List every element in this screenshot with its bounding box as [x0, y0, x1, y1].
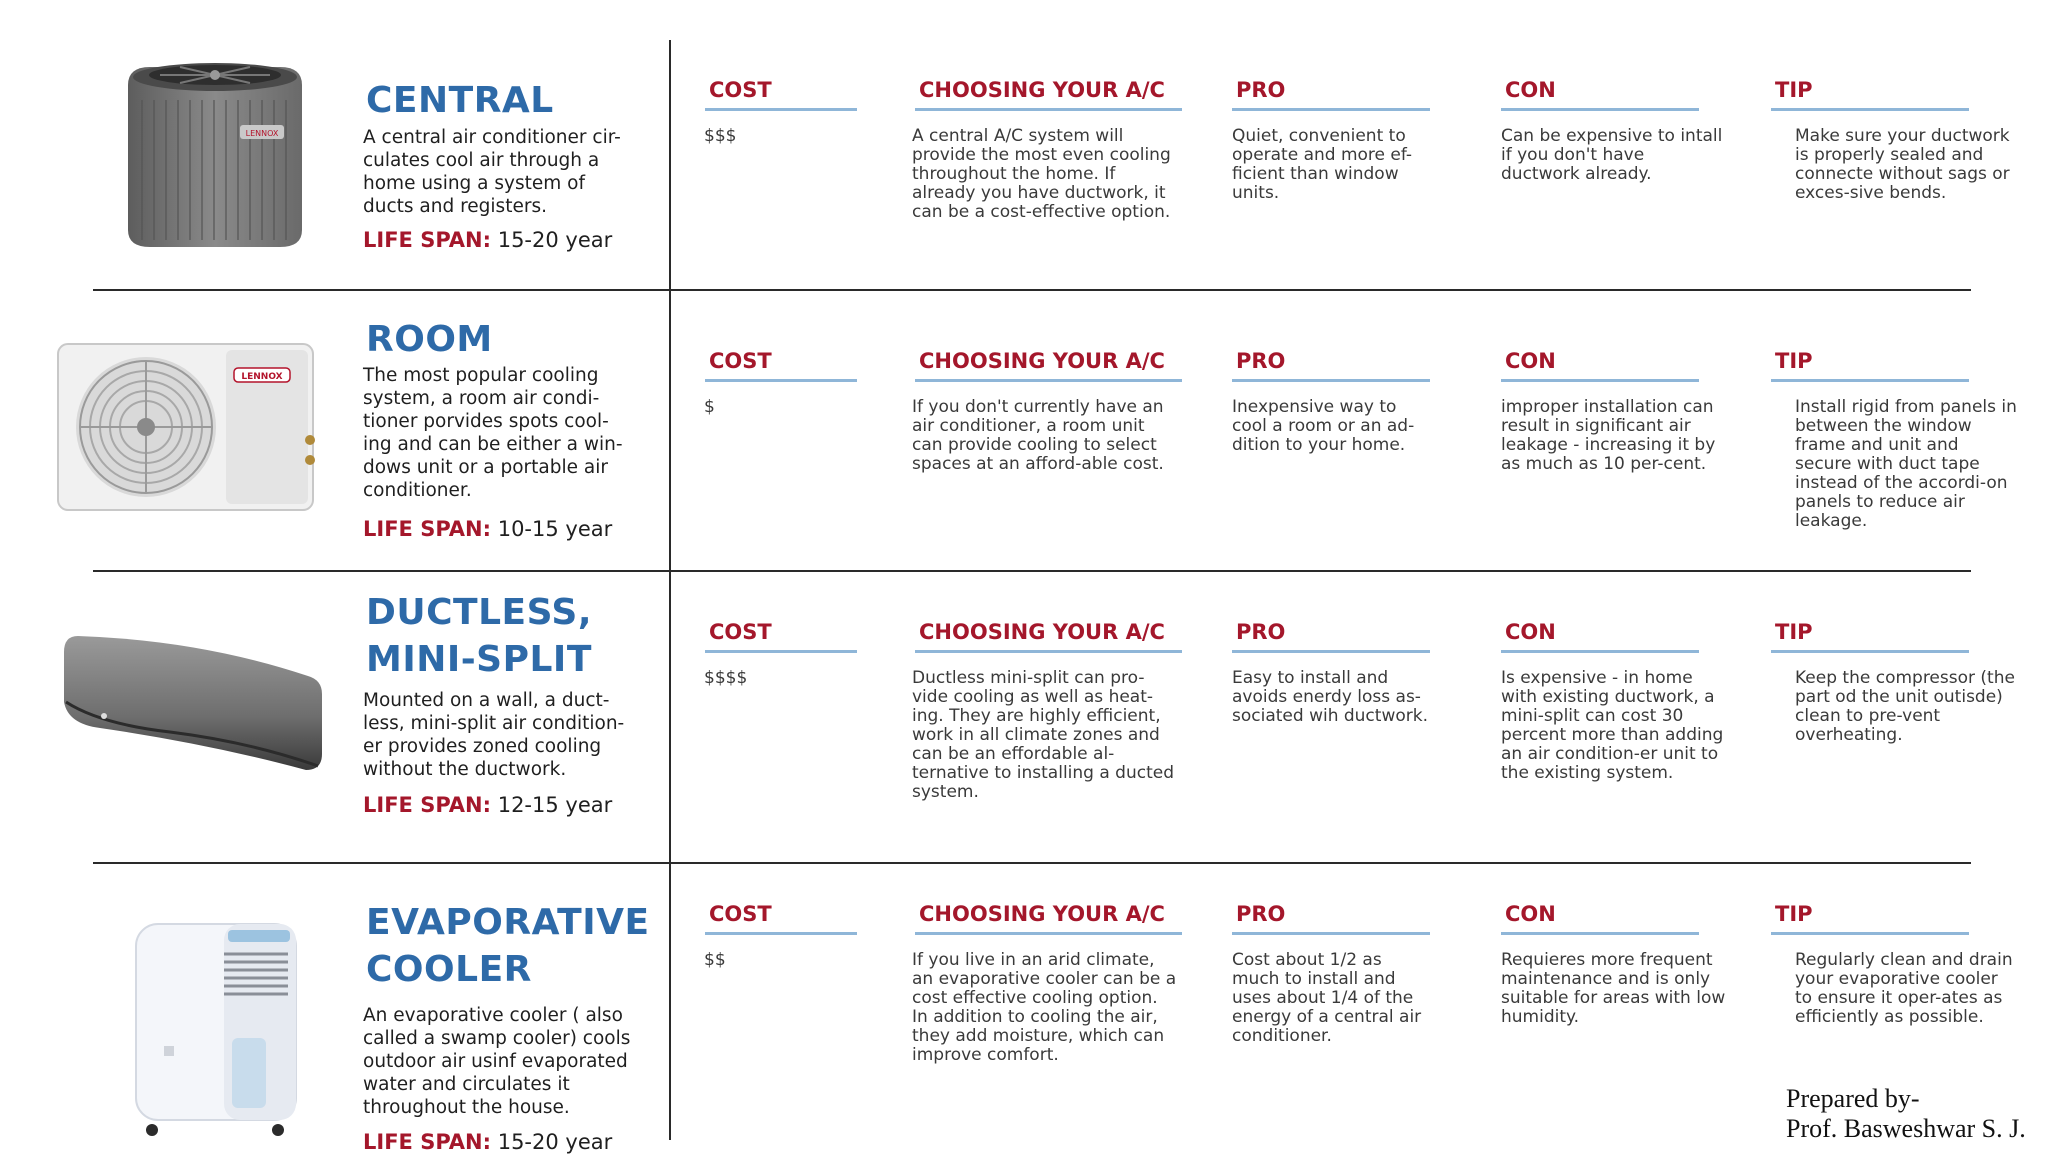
cost-value: $$$ [704, 126, 737, 146]
lifespan-value: 15-20 year [497, 228, 613, 252]
cost-value: $$ [704, 950, 726, 970]
choosing-text: Ductless mini-split can pro-vide cooling as well as heat-ing. They are highly efficient, work in all climate zones and can be an effordable al-ternative to installing a ducted system. [912, 668, 1175, 802]
pro-text: Easy to install and avoids enerdy loss as-sociated wih ductwork. [1232, 668, 1428, 726]
type-description: The most popular cooling system, a room air condi-tioner porvides spots cool-ing and can be either a win-dows unit or a portable air conditioner. [363, 365, 623, 501]
pro-text: Quiet, convenient to operate and more ef-ficient than window units. [1232, 126, 1413, 203]
tip-header: TIP [1771, 78, 1969, 111]
cost-header: COST [705, 902, 857, 935]
cost-header: COST [705, 349, 857, 382]
pro-header: PRO [1232, 349, 1430, 382]
pro-header: PRO [1232, 78, 1430, 111]
lifespan: LIFE SPAN: 10-15 year [363, 517, 613, 541]
tip-text: Install rigid from panels in between the window frame and unit and secure with duct tape instead of the accordi-on panels to reduce air leakage. [1795, 397, 2017, 531]
credit-line-2: Prof. Basweshwar S. J. [1786, 1114, 2026, 1143]
con-text: Requieres more frequent maintenance and is only suitable for areas with low humidity. [1501, 950, 1726, 1027]
choosing-text: A central A/C system will provide the most even cooling throughout the home. If already you have ductwork, it can be a cost-effective option. [912, 126, 1171, 222]
type-description: A central air conditioner cir-culates cool air through a home using a system of ducts and registers. [363, 127, 621, 217]
credit-line-1: Prepared by- [1786, 1084, 1920, 1113]
type-description: Mounted on a wall, a duct-less, mini-split air condition-er provides zoned cooling without the ductwork. [363, 690, 625, 780]
cost-value: $$$$ [704, 668, 748, 688]
choosing-text: If you live in an arid climate, an evaporative cooler can be a cost effective cooling option. In addition to cooling the air, they add moisture, which can improve comfort. [912, 950, 1177, 1065]
con-header: CON [1501, 902, 1699, 935]
type-description: An evaporative cooler ( also called a swamp cooler) cools outdoor air usinf evaporated water and circulates it throughout the house. [363, 1005, 631, 1118]
brand-badge: LENNOX [241, 372, 283, 382]
pro-text: Inexpensive way to cool a room or an ad-dition to your home. [1232, 397, 1415, 455]
cost-header: COST [705, 78, 857, 111]
row-divider [93, 862, 1971, 864]
choosing-header: CHOOSING YOUR A/C [915, 620, 1182, 653]
con-header: CON [1501, 620, 1699, 653]
outdoor-condenser-unit-icon [56, 340, 321, 515]
evaporative-cooler-icon [128, 918, 304, 1138]
con-text: Can be expensive to intall if you don't have ductwork already. [1501, 126, 1723, 184]
con-text: improper installation can result in significant air leakage - increasing it by as much as 10 per-cent. [1501, 397, 1716, 474]
column-divider [669, 40, 671, 1140]
tip-text: Keep the compressor (the part od the unit outisde) clean to pre-vent overheating. [1795, 668, 2015, 745]
lifespan: LIFE SPAN: 15-20 year [363, 1130, 613, 1154]
type-title: EVAPORATIVE COOLER [366, 902, 650, 990]
choosing-header: CHOOSING YOUR A/C [915, 78, 1182, 111]
lifespan-value: 15-20 year [497, 1130, 613, 1154]
central-ac-unit-icon [120, 55, 310, 255]
choosing-header: CHOOSING YOUR A/C [915, 349, 1182, 382]
tip-header: TIP [1771, 349, 1969, 382]
cost-value: $ [704, 397, 715, 417]
type-title: DUCTLESS, MINI-SPLIT [366, 592, 593, 680]
con-text: Is expensive - in home with existing ductwork, a mini-split can cost 30 percent more than adding an air condition-er unit to the existing system. [1501, 668, 1724, 783]
pro-text: Cost about 1/2 as much to install and uses about 1/4 of the energy of a central air conditioner. [1232, 950, 1422, 1046]
tip-header: TIP [1771, 620, 1969, 653]
tip-text: Regularly clean and drain your evaporative cooler to ensure it oper-ates as efficiently as possible. [1795, 950, 2013, 1027]
tip-header: TIP [1771, 902, 1969, 935]
row-divider [93, 570, 1971, 572]
con-header: CON [1501, 78, 1699, 111]
con-header: CON [1501, 349, 1699, 382]
cost-header: COST [705, 620, 857, 653]
type-title: CENTRAL [366, 80, 554, 121]
mini-split-unit-icon [60, 632, 325, 777]
lifespan: LIFE SPAN: 12-15 year [363, 793, 613, 817]
choosing-header: CHOOSING YOUR A/C [915, 902, 1182, 935]
tip-text: Make sure your ductwork is properly sealed and connecte without sags or exces-sive bends. [1795, 126, 2010, 203]
lifespan-value: 10-15 year [497, 517, 613, 541]
type-title: ROOM [366, 319, 493, 360]
lifespan: LIFE SPAN: 15-20 year [363, 228, 613, 252]
choosing-text: If you don't currently have an air conditioner, a room unit can provide cooling to select spaces at an afford-able cost. [912, 397, 1164, 474]
brand-badge: LENNOX [245, 129, 279, 138]
lifespan-value: 12-15 year [497, 793, 613, 817]
pro-header: PRO [1232, 620, 1430, 653]
row-divider [93, 289, 1971, 291]
pro-header: PRO [1232, 902, 1430, 935]
